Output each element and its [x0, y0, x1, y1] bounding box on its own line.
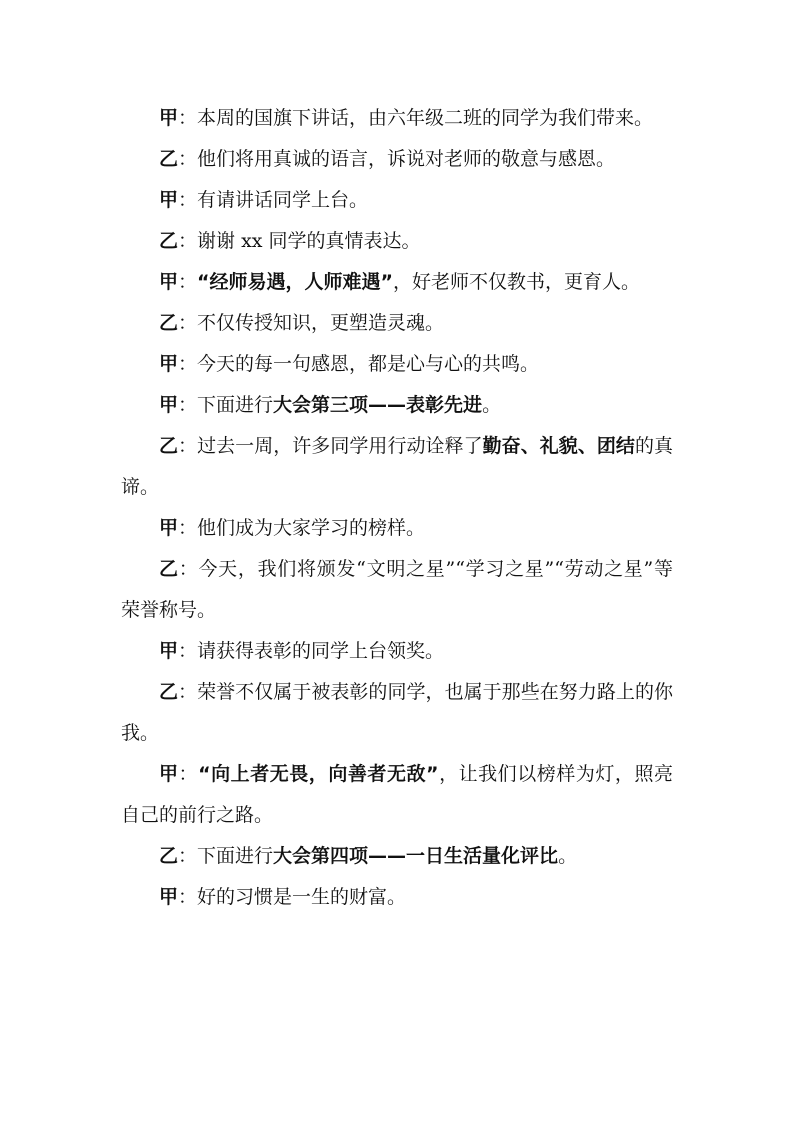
colon: ：	[178, 886, 198, 908]
document-body	[121, 98, 673, 918]
agenda-item-bold: 大会第三项——表彰先进	[273, 394, 483, 416]
dialogue-line	[121, 426, 673, 508]
dialogue-line	[121, 549, 673, 631]
colon: ：	[178, 558, 199, 580]
line-text: 他们将用真诚的语言，诉说对老师的敬意与感恩。	[197, 148, 616, 170]
speaker-label: 乙	[159, 681, 179, 703]
speaker-label: 乙	[159, 148, 179, 170]
speaker-label: 甲	[159, 394, 179, 416]
colon: ：	[178, 230, 198, 252]
speaker-label: 甲	[159, 353, 179, 375]
colon: ：	[178, 312, 198, 334]
line-text: 。	[558, 845, 578, 867]
colon: ：	[178, 271, 198, 293]
colon: ：	[178, 640, 198, 662]
dialogue-line	[121, 385, 673, 426]
line-text: 谢谢 xx 同学的真情表达。	[197, 230, 421, 252]
dialogue-line	[121, 836, 673, 877]
speaker-label: 甲	[159, 640, 179, 662]
line-text: 荣誉不仅属于被表彰的同学，也属于那些在努力路上的你我。	[121, 681, 673, 744]
line-text: 本周的国旗下讲话，由六年级二班的同学为我们带来。	[197, 107, 654, 129]
agenda-item-bold: 大会第四项——一日生活量化评比	[273, 845, 559, 867]
line-text: 下面进行	[197, 394, 274, 416]
dialogue-line	[121, 180, 673, 221]
dialogue-line	[121, 672, 673, 754]
colon: ：	[178, 189, 198, 211]
line-text: 他们成为大家学习的榜样。	[197, 517, 426, 539]
speaker-label: 甲	[159, 886, 179, 908]
line-text: ，好老师不仅教书，更育人。	[393, 271, 641, 293]
line-text: 今天，我们将颁发“文明之星”“学习之星”“劳动之星”等荣誉称号。	[121, 558, 673, 621]
colon: ：	[178, 148, 198, 170]
line-text: 不仅传授知识，更塑造灵魂。	[197, 312, 445, 334]
dialogue-line	[121, 344, 673, 385]
dialogue-line	[121, 754, 673, 836]
colon: ：	[178, 107, 198, 129]
colon: ：	[178, 353, 198, 375]
speaker-label: 甲	[159, 107, 179, 129]
speaker-label: 乙	[159, 230, 179, 252]
line-text: 今天的每一句感恩，都是心与心的共鸣。	[197, 353, 540, 375]
line-text: 请获得表彰的同学上台领奖。	[197, 640, 445, 662]
line-text: 。	[482, 394, 502, 416]
quote-bold: “经师易遇，人师难遇”	[197, 271, 394, 293]
speaker-label: 甲	[159, 517, 179, 539]
dialogue-line	[121, 303, 673, 344]
quote-bold: “向上者无畏，向善者无敌”	[198, 763, 439, 785]
colon: ：	[178, 681, 198, 703]
speaker-label: 甲	[159, 189, 179, 211]
dialogue-line	[121, 877, 673, 918]
line-text: 过去一周，许多同学用行动诠释了	[197, 435, 483, 457]
speaker-label: 甲	[159, 271, 179, 293]
dialogue-line	[121, 508, 673, 549]
colon: ：	[178, 394, 198, 416]
line-text: 有请讲话同学上台。	[197, 189, 369, 211]
speaker-label: 乙	[159, 435, 179, 457]
colon: ：	[178, 517, 198, 539]
line-text: 的真谛。	[121, 435, 673, 498]
line-text: 下面进行	[197, 845, 274, 867]
line-text: 好的习惯是一生的财富。	[197, 886, 407, 908]
virtues-bold: 勤奋、礼貌、团结	[482, 435, 635, 457]
colon: ：	[178, 763, 199, 785]
dialogue-line	[121, 139, 673, 180]
colon: ：	[178, 845, 198, 867]
speaker-label: 乙	[159, 558, 179, 580]
dialogue-line	[121, 98, 673, 139]
speaker-label: 乙	[159, 845, 179, 867]
speaker-label: 甲	[159, 763, 179, 785]
dialogue-line	[121, 221, 673, 262]
colon: ：	[178, 435, 198, 457]
dialogue-line	[121, 631, 673, 672]
dialogue-line	[121, 262, 673, 303]
speaker-label: 乙	[159, 312, 179, 334]
line-text: ，让我们以榜样为灯，照亮自己的前行之路。	[121, 763, 673, 826]
